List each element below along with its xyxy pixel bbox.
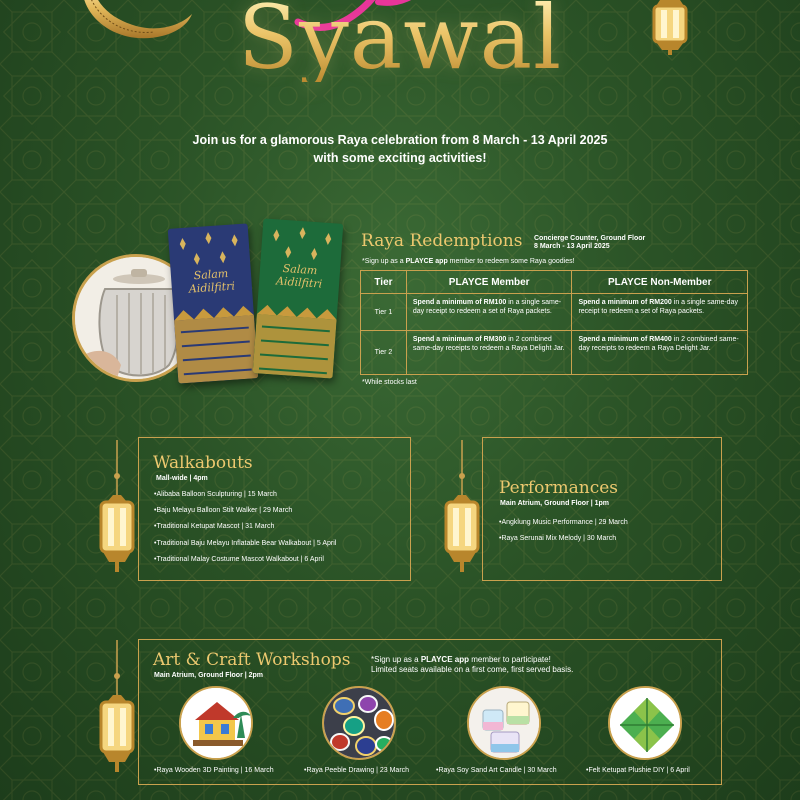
- hanging-lantern-icon: [440, 440, 484, 585]
- redemption-location: Concierge Counter, Ground Floor: [534, 235, 646, 242]
- hanging-lantern-icon: [648, 0, 692, 56]
- performances-title: Performances: [499, 478, 619, 498]
- signup-note-prefix: *Sign up as a: [362, 258, 406, 265]
- stocks-note: *While stocks last: [362, 379, 417, 386]
- non-member-condition: [572, 331, 748, 375]
- performances-location: Main Atrium, Ground Floor | 1pm: [500, 500, 610, 507]
- non-member-condition: [572, 294, 748, 331]
- redemption-signup-note: [362, 257, 575, 266]
- workshops-signup-note: [371, 655, 573, 675]
- packet-greeting-line-1: Salam: [282, 261, 318, 278]
- list-item: •Raya Serunai Mix Melody | 30 March: [499, 535, 617, 543]
- walkabouts-location: Mall-wide | 4pm: [156, 475, 208, 482]
- page-title: Syawal: [200, 0, 600, 82]
- table-row: [361, 331, 748, 375]
- member-condition: [406, 294, 572, 331]
- member-condition-amount: Spend a minimum of RM300: [412, 336, 507, 343]
- workshops-title: Art & Craft Workshops: [153, 650, 351, 670]
- workshops-signup-line-2: Limited seats available on a first come, first served basis.: [371, 665, 574, 674]
- tier-label: Tier 2: [361, 331, 407, 375]
- hanging-lantern-icon: [95, 440, 139, 585]
- member-condition-amount: Spend a minimum of RM100: [412, 299, 507, 306]
- packet-pattern-icon: [253, 218, 344, 378]
- raya-packet-green: [253, 218, 344, 378]
- workshop-caption: •Raya Wooden 3D Painting | 16 March: [154, 767, 274, 774]
- hanging-lantern-icon: [95, 640, 139, 785]
- walkabouts-title: Walkabouts: [153, 453, 253, 473]
- packet-pattern-icon: [168, 223, 259, 383]
- packet-greeting-line-1: Salam: [193, 266, 229, 283]
- member-condition: [406, 331, 572, 375]
- list-item: •Angklung Music Performance | 29 March: [499, 519, 628, 526]
- workshop-caption: •Raya Peeble Drawing | 23 March: [304, 767, 410, 774]
- redemption-dates: 8 March - 13 April 2025: [534, 243, 610, 250]
- tier-label: Tier 1: [361, 294, 407, 331]
- performances-list: [499, 518, 628, 550]
- redemption-title: Raya Redemptions: [361, 231, 523, 251]
- packet-greeting: [171, 265, 253, 297]
- table-header-non-member: PLAYCE Non-Member: [572, 271, 748, 294]
- workshop-caption: •Felt Ketupat Plushie DIY | 6 April: [586, 767, 690, 774]
- workshop-caption: •Raya Soy Sand Art Candle | 30 March: [436, 767, 557, 774]
- workshop-image-sand-art-candle: [467, 686, 541, 760]
- packet-greeting: [259, 260, 341, 292]
- list-item: •Traditional Malay Costume Mascot Walkabout | 6 April: [154, 555, 324, 563]
- intro-line-2: with some exciting activities!: [313, 151, 487, 165]
- non-member-condition-amount: Spend a minimum of RM400: [578, 336, 672, 343]
- packet-greeting-line-2: Aidilfitri: [188, 279, 236, 296]
- list-item: •Traditional Ketupat Mascot | 31 March: [154, 523, 275, 531]
- workshops-signup-brand: PLAYCE app: [420, 655, 469, 664]
- intro-line-1: Join us for a glamorous Raya celebration from 8 March - 13 April 2025: [192, 133, 608, 147]
- crescent-moon-icon: [70, 0, 195, 50]
- workshop-image-wooden-painting: [179, 686, 253, 760]
- workshops-signup-line-1: [371, 655, 573, 665]
- table-header-member: PLAYCE Member: [406, 271, 572, 294]
- packet-greeting-line-2: Aidilfitri: [275, 274, 323, 291]
- workshops-location: Main Atrium, Ground Floor | 2pm: [154, 672, 264, 679]
- signup-note-suffix: member to redeem some Raya goodies!: [447, 258, 575, 265]
- list-item: •Traditional Baju Melayu Inflatable Bear Walkabout | 5 April: [154, 539, 337, 547]
- performances-box: [482, 437, 722, 581]
- workshop-image-felt-ketupat: [608, 686, 682, 760]
- workshops-signup-prefix: *Sign up as a: [371, 655, 421, 664]
- intro-text: [150, 131, 650, 167]
- table-header-tier: Tier: [361, 271, 407, 294]
- non-member-condition-detail: in a single same-day receipt to redeem a set of Raya packets.: [578, 299, 738, 315]
- list-item: •Baju Melayu Balloon Stilt Walker | 29 March: [154, 507, 293, 515]
- signup-note-brand: PLAYCE app: [405, 258, 448, 265]
- raya-packet-blue: [168, 223, 259, 383]
- workshop-image-pebble-drawing: [322, 686, 396, 760]
- list-item: •Alibaba Balloon Sculpturing | 15 March: [154, 491, 277, 498]
- redemption-tier-table: [360, 270, 748, 375]
- member-condition-detail: in 2 combined same-day receipts to redeem a Raya Delight Jar.: [412, 336, 565, 352]
- table-header-row: [361, 271, 748, 294]
- non-member-condition-detail: in 2 combined same-day receipts to redeem a Raya Delight Jar.: [578, 336, 739, 352]
- non-member-condition-amount: Spend a minimum of RM200: [578, 299, 672, 306]
- table-row: [361, 294, 748, 331]
- walkabouts-list: [154, 490, 336, 571]
- workshops-signup-suffix: member to participate!: [468, 655, 551, 664]
- member-condition-detail: in a single same-day receipt to redeem a set of Raya packets.: [412, 299, 562, 315]
